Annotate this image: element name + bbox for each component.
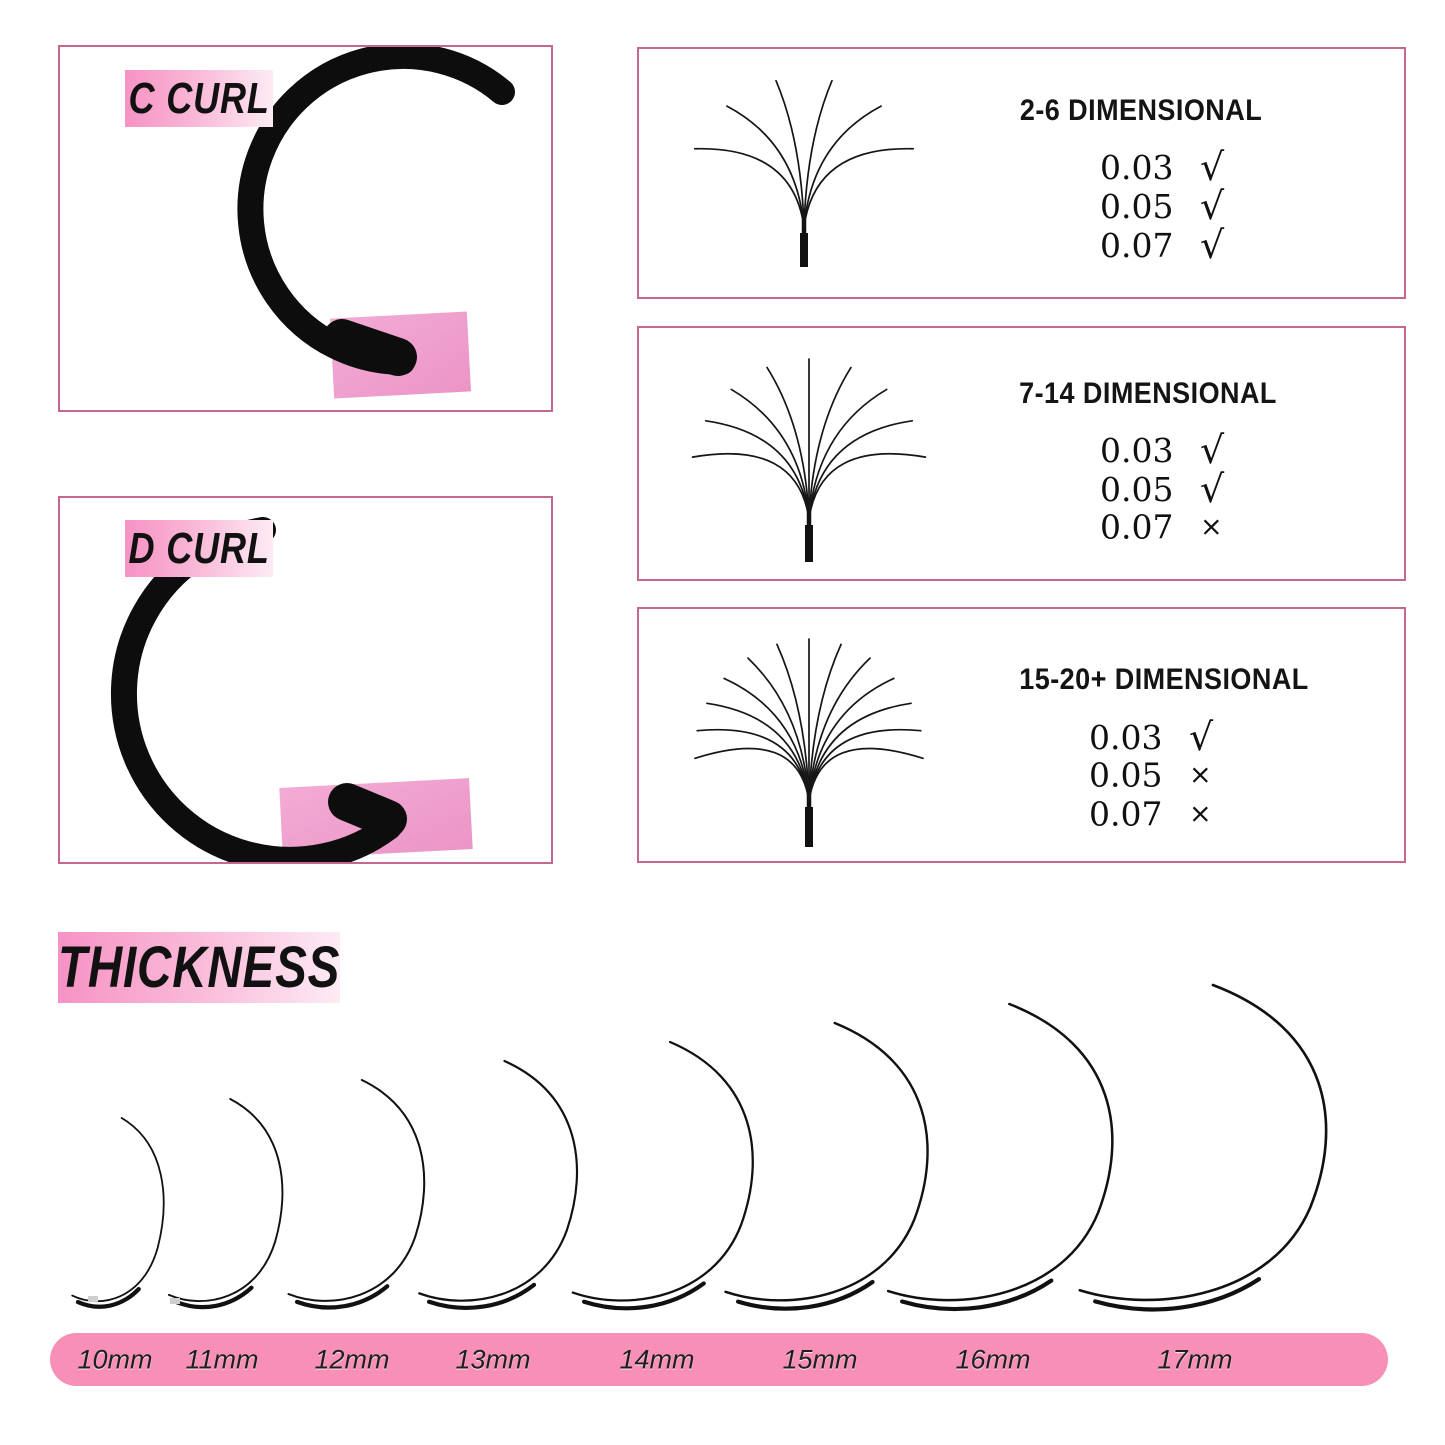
thickness-availability-row: [1100, 428, 1224, 472]
thickness-availability-row: [1089, 795, 1212, 834]
curl-label-c-text: C CURL: [128, 73, 270, 123]
length-label: 17mm: [1157, 1344, 1233, 1374]
thickness-availability-row: [1100, 145, 1224, 189]
check-mark-icon: √: [1200, 145, 1225, 189]
dimension-box-2-6: [637, 47, 1406, 299]
check-mark-icon: √: [1200, 223, 1225, 267]
lash-length-scale: [0, 950, 1445, 1345]
thickness-availability-row: [1100, 467, 1224, 511]
row-size-value: 0.07: [1089, 794, 1163, 834]
dimension-title: [1003, 663, 1325, 697]
length-label: 12mm: [314, 1344, 390, 1374]
curl-box-d: [58, 496, 553, 864]
row-size-value: 0.05: [1100, 186, 1174, 226]
length-pill-bar: [50, 1333, 1388, 1386]
curl-label-c: [125, 70, 273, 127]
thickness-availability-row: [1100, 508, 1223, 547]
length-label: 15mm: [782, 1344, 858, 1374]
cross-mark-icon: ×: [1189, 798, 1212, 830]
dimension-title-text: 15-20+ DIMENSIONAL: [1019, 663, 1309, 696]
check-mark-icon: √: [1189, 715, 1214, 759]
cross-mark-icon: ×: [1189, 759, 1212, 791]
row-size-value: 0.05: [1089, 755, 1163, 795]
row-size-value: 0.05: [1100, 469, 1174, 509]
lash-fan-illustration: [639, 49, 1404, 293]
check-mark-icon: √: [1200, 467, 1225, 511]
dimension-title: [1006, 94, 1275, 128]
length-label: 11mm: [185, 1344, 259, 1374]
dimension-title: [1005, 377, 1291, 411]
length-label: 16mm: [955, 1344, 1031, 1374]
lash-fan-illustration: [639, 609, 1404, 857]
length-label: 13mm: [455, 1344, 531, 1374]
curl-box-c: [58, 45, 553, 412]
check-mark-icon: √: [1200, 428, 1225, 472]
cross-mark-icon: ×: [1200, 511, 1223, 543]
thickness-availability-row: [1089, 756, 1212, 795]
curl-label-d-text: D CURL: [128, 523, 270, 573]
row-size-value: 0.07: [1100, 507, 1174, 547]
length-label: 10mm: [77, 1344, 153, 1374]
lash-fan-illustration: [639, 328, 1404, 575]
curl-label-d: [125, 520, 273, 577]
thickness-availability-row: [1100, 184, 1224, 228]
row-size-value: 0.03: [1100, 430, 1174, 470]
dimension-box-15-20: [637, 607, 1406, 863]
dimension-title-text: 7-14 DIMENSIONAL: [1019, 377, 1277, 410]
length-label: 14mm: [619, 1344, 695, 1374]
row-size-value: 0.03: [1089, 717, 1163, 757]
check-mark-icon: √: [1200, 184, 1225, 228]
dimension-box-7-14: [637, 326, 1406, 581]
thickness-availability-row: [1100, 223, 1224, 267]
row-size-value: 0.03: [1100, 147, 1174, 187]
row-size-value: 0.07: [1100, 225, 1174, 265]
thickness-title-text: THICKNESS: [57, 935, 341, 1000]
thickness-availability-row: [1089, 715, 1213, 759]
dimension-title-text: 2-6 DIMENSIONAL: [1019, 94, 1263, 127]
